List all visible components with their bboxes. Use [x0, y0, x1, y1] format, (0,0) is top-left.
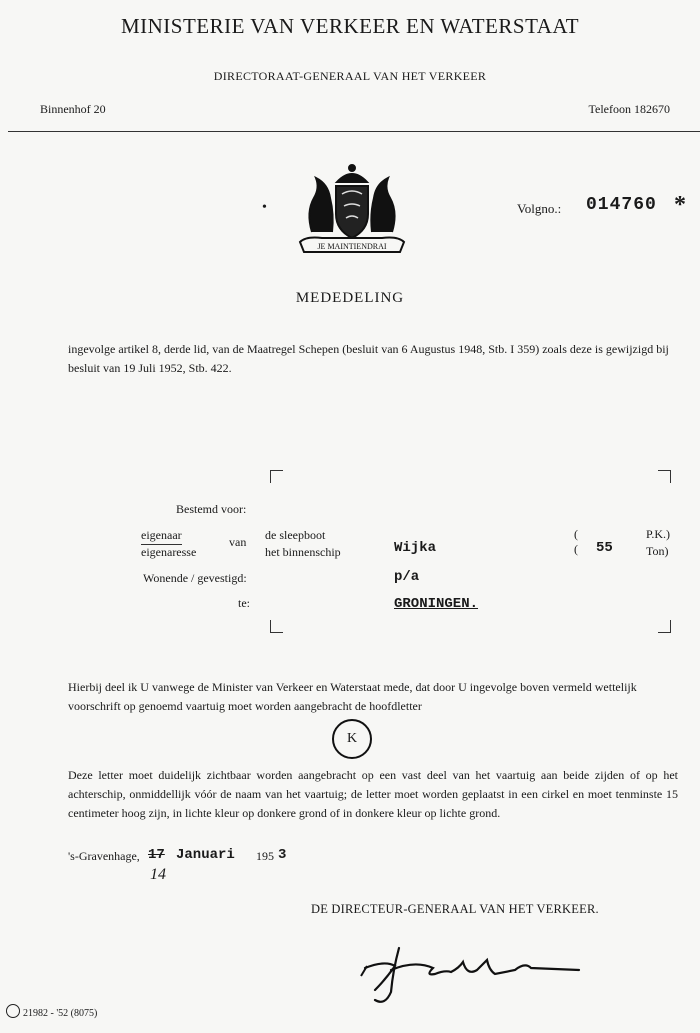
address: Binnenhof 20 — [40, 102, 106, 116]
stray-mark: • — [262, 200, 267, 215]
volgno-label: Volgno.: — [517, 201, 562, 216]
date-year-typed: 3 — [278, 847, 287, 863]
unit-pk: P.K.) — [646, 527, 671, 541]
wonende-value: p/a — [394, 569, 420, 585]
royal-crest-icon — [292, 162, 412, 254]
te-label: te: — [238, 596, 250, 610]
bracket-bottom-left — [270, 620, 283, 633]
directorate-heading: DIRECTORAAT-GENERAAL VAN HET VERKEER — [213, 69, 487, 83]
owner-option-eigenaresse: eigenaresse — [141, 545, 197, 559]
bracket-top-left — [270, 470, 283, 483]
instructions-text: Deze letter moet duidelijk zichtbaar worden aangebracht op een vast deel van het vaartuig aan beide zijden of op het achterschip, onmiddellijk vóór de naam van het vaartuig; de letter moet worden geplaatst in een cirkel en moet tenminste 15 centimeter hoog zijn, in lichte kleur op donkere grond of in donkere kleur op lichte grond. — [68, 768, 678, 820]
date-place: 's-Gravenhage, — [68, 849, 140, 863]
legal-reference: ingevolge artikel 8, derde lid, van de Maatregel Schepen (besluit van 6 Augustus 1948, Stb. I 359) zoals deze is gewijzigd bij besluit van 19 Juli 1952, Stb. 422. — [68, 342, 669, 375]
vessel-type-sleepboot: de sleepboot — [265, 528, 326, 542]
volgno-value: 014760 — [586, 195, 657, 215]
date-year-printed: 195 — [256, 849, 274, 863]
print-reference-text: 21982 - '52 (8075) — [23, 1008, 98, 1019]
signature — [355, 930, 585, 1010]
te-value: GRONINGEN. — [394, 596, 479, 612]
notice-text: Hierbij deel ik U vanwege de Minister van Verkeer en Waterstaat mede, dat door U ingevolge boven vermeld wettelijk voorschrift op genoemd vaartuig moet worden aangebracht de hoofdletter — [68, 680, 637, 713]
letter-k-circle: K — [332, 719, 372, 759]
bracket-bottom-right — [658, 620, 671, 633]
van-label: van — [229, 535, 247, 549]
bracket-top-right — [658, 470, 671, 483]
vessel-type-binnenschip: het binnenschip — [265, 545, 341, 559]
director-title: DE DIRECTEUR-GENERAAL VAN HET VERKEER. — [311, 902, 599, 916]
date-day-typed: 17 — [148, 847, 165, 863]
printer-mark-icon — [6, 1004, 20, 1018]
phone-number: Telefoon 182670 — [588, 102, 670, 116]
crest-motto: JE MAINTIENDRAI — [317, 242, 387, 251]
paren-open-2: ( — [574, 542, 578, 556]
paren-open-1: ( — [574, 527, 578, 541]
ministry-heading: MINISTERIE VAN VERKEER EN WATERSTAAT — [120, 14, 580, 38]
document-title: MEDEDELING — [295, 290, 405, 306]
bestemd-label: Bestemd voor: — [176, 502, 247, 516]
print-reference — [6, 1004, 97, 1019]
vessel-name: Wijka — [394, 540, 437, 556]
owner-option-eigenaar: eigenaar — [141, 528, 182, 545]
unit-ton: Ton) — [646, 544, 669, 558]
wonende-label: Wonende / gevestigd: — [143, 571, 247, 585]
header-divider — [8, 131, 700, 132]
volgno-mark: * — [674, 192, 686, 218]
date-month: Januari — [176, 847, 235, 863]
capacity-value: 55 — [596, 540, 613, 556]
date-day-handwritten: 14 — [150, 866, 166, 883]
